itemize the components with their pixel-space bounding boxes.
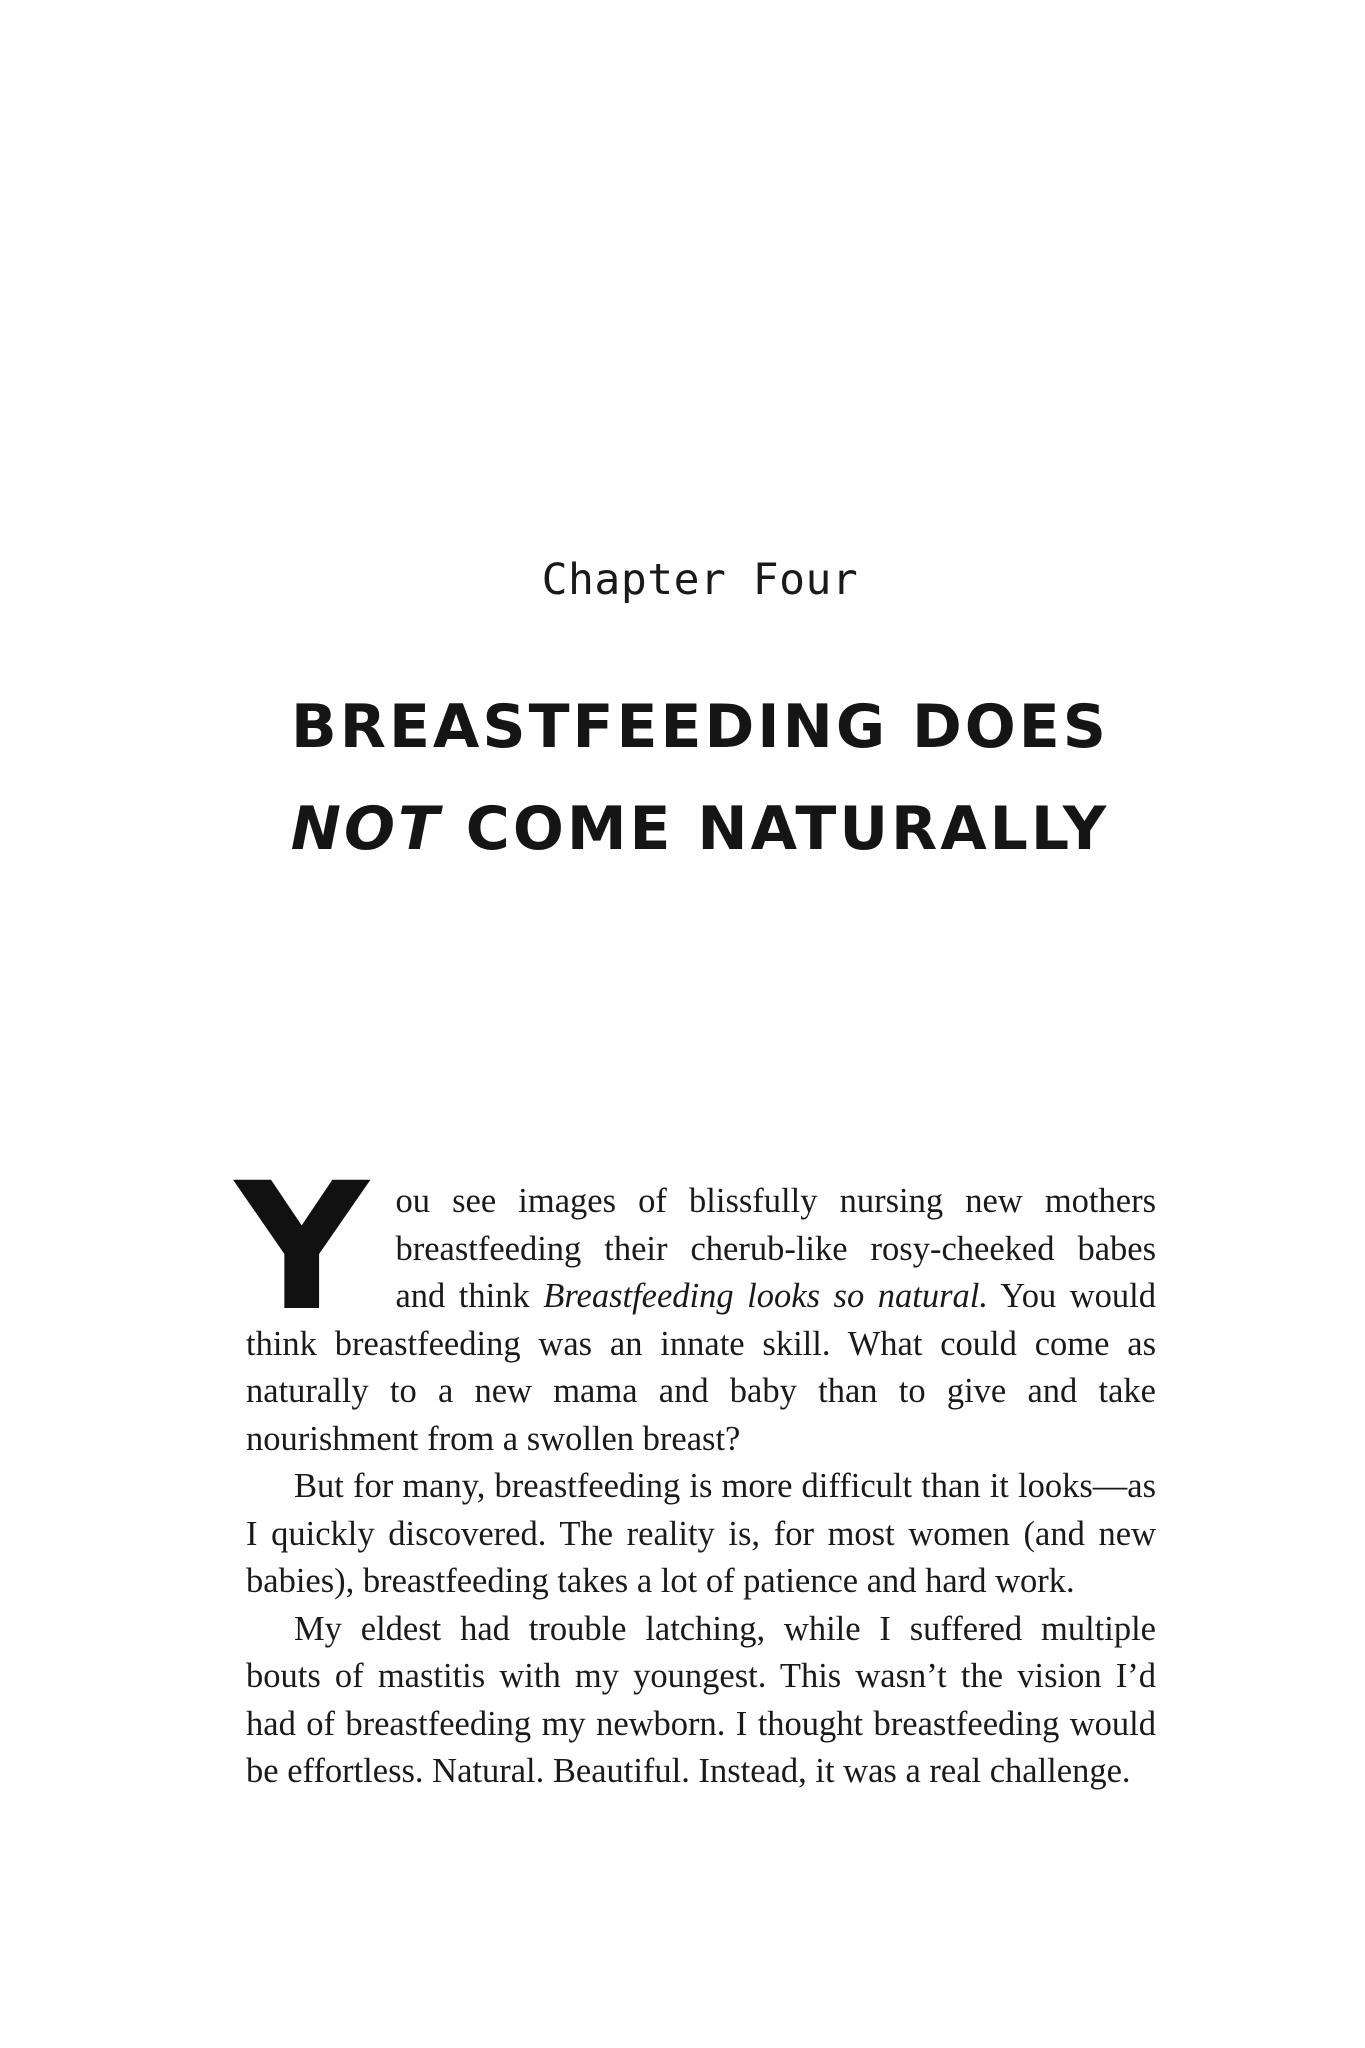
paragraph-3: My eldest had trouble latching, while I suffered multiple bouts of mastitis with my youngest. This wasn’t the vision I’d had of breastfeeding my newborn. I thought breastfeeding would be effortless. Natural. Beautiful. Instead, it was a real challenge. (246, 1609, 1156, 1790)
chapter-title-line-1: BREASTFEEDING DOES (291, 692, 1109, 762)
title-line-2-rest: COME NATURALLY (441, 794, 1110, 864)
paragraph-1-italic: Breastfeeding looks so natural. (543, 1277, 988, 1315)
paragraph-1 (234, 1145, 1157, 1463)
chapter-title-line-2 (0, 778, 1365, 880)
chapter-body (234, 1145, 1157, 1796)
paragraph-1-text-b: You would think breastfeeding was an innate skill. What could come as naturally to a new mama and baby than to give and take nourishment from a swollen breast? (246, 1277, 1157, 1458)
chapter-title (0, 676, 1365, 880)
drop-cap: Y (234, 1145, 369, 1350)
paragraph-1-text-a: ou see images of blissfully nursing new mothers breastfeeding their cherub-like rosy-cheeked babes and think (395, 1182, 1156, 1315)
title-emphasis: NOT (290, 794, 442, 864)
paragraph-2: But for many, breastfeeding is more difficult than it looks—as I quickly discovered. The reality is, for most women (and new babies), breastfeeding takes a lot of patience and hard work. (246, 1467, 1156, 1600)
chapter-label: Chapter Four (541, 555, 859, 605)
